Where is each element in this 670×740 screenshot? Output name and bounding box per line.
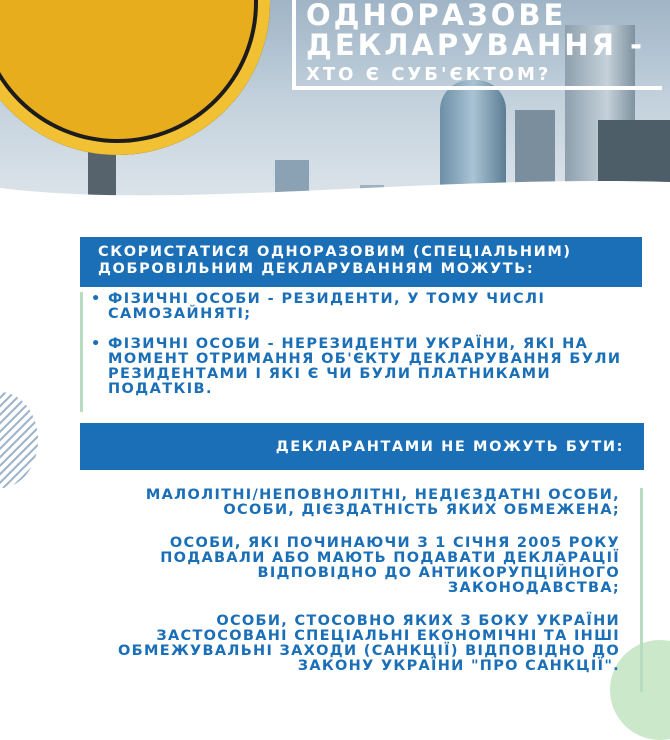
page-title-line-2: ДЕКЛАРУВАННЯ - [306,28,646,62]
title-box [292,0,662,90]
list-item: ОСОБИ, ЯКІ ПОЧИНАЮЧИ З 1 СІЧНЯ 2005 РОКУ ПОДАВАЛИ АБО МАЮТЬ ПОДАВАТИ ДЕКЛАРАЦІЇ ВІДПОВІДНО ДО АНТИКОРУПЦІЙНОГО ЗАКОНОДАВСТВА; [160,535,620,596]
section2-heading [80,423,644,470]
list-item: • ФІЗИЧНІ ОСОБИ - НЕРЕЗИДЕНТИ УКРАЇНИ, ЯКІ НА МОМЕНТ ОТРИМАННЯ ОБ'ЄКТУ ДЕКЛАРУВАННЯ БУЛИ РЕЗИДЕНТАМИ І ЯКІ Є ЧИ БУЛИ ПЛАТНИКАМИ ПОДАТКІВ. [108,337,640,397]
page-subtitle: ХТО Є СУБ'ЄКТОМ? [306,64,552,85]
section2-heading-text: ДЕКЛАРАНТАМИ НЕ МОЖУТЬ БУТИ: [275,438,624,455]
decorative-circle [0,392,38,488]
tax-amnesty-sign [0,0,270,155]
page-title-line-1: ОДНОРАЗОВЕ [306,0,567,32]
list-item: ОСОБИ, СТОСОВНО ЯКИХ З БОКУ УКРАЇНИ ЗАСТОСОВАНІ СПЕЦІАЛЬНІ ЕКОНОМІЧНІ ТА ІНШІ ОБМЕЖУВАЛЬНІ ЗАХОДИ (САНКЦІЇ) ВІДПОВІДНО ДО ЗАКОНУ УКРАЇНИ "ПРО САНКЦІЇ". [118,613,620,674]
section1-heading: СКОРИСТАТИСЯ ОДНОРАЗОВИМ (СПЕЦІАЛЬНИМ) ДОБРОВІЛЬНИМ ДЕКЛАРУВАННЯМ МОЖУТЬ: [80,237,642,287]
list-item: • ФІЗИЧНІ ОСОБИ - РЕЗИДЕНТИ, У ТОМУ ЧИСЛІ САМОЗАЙНЯТІ; [108,292,640,322]
ineligible-list [80,488,643,692]
list-item: МАЛОЛІТНІ/НЕПОВНОЛІТНІ, НЕДІЄЗДАТНІ ОСОБИ, ОСОБИ, ДІЄЗДАТНІСТЬ ЯКИХ ОБМЕЖЕНА; [145,487,620,518]
eligible-list [80,292,640,412]
